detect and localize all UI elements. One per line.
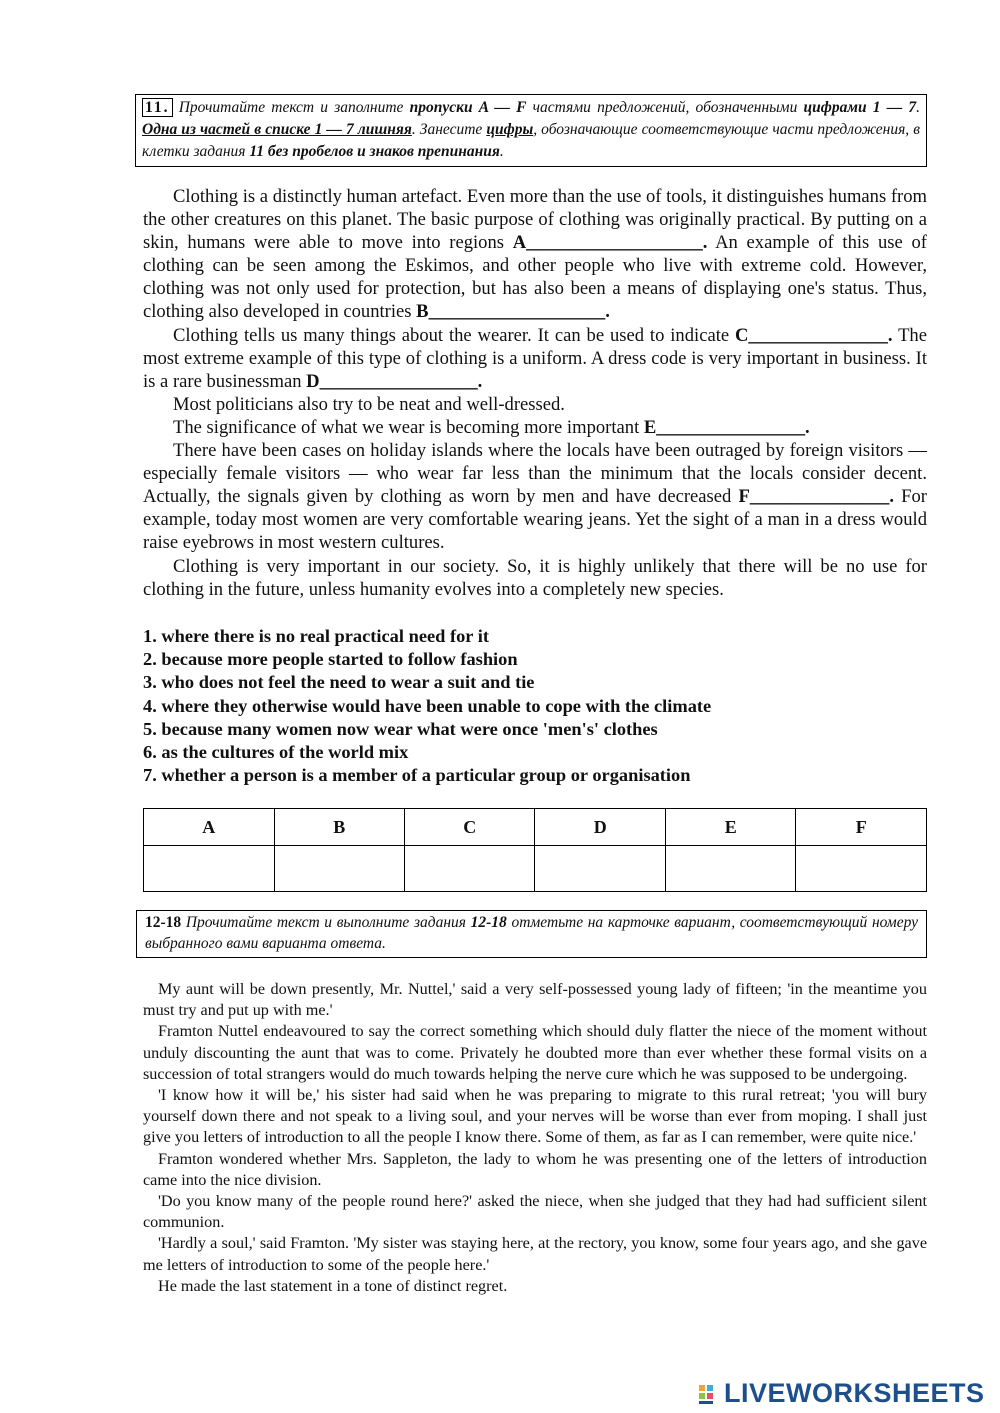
- gap-e[interactable]: E________________.: [643, 416, 810, 438]
- reading-text-2: [143, 979, 927, 1297]
- instruction-text: , обозначающие соответствующие части предложения, в клетки задания: [142, 121, 920, 160]
- paragraph: Clothing tells us many things about the wearer. It can be used to indicate C_______________. The most extreme example of this type of clothing is a uniform. A dress code is very important in business. It is a rare businessman D_________________.: [143, 324, 927, 392]
- instruction-text: частями предложений, обозначенными: [526, 99, 804, 116]
- instruction-text: отметьте на карточке вариант, соответствующий номеру выбранного вами варианта ответа.: [145, 914, 918, 952]
- paragraph: Clothing is very important in our society. So, it is highly unlikely that there will be no use for clothing in the future, unless humanity evolves into a completely new species.: [143, 555, 927, 600]
- paragraph: He made the last statement in a tone of distinct regret.: [158, 1276, 508, 1295]
- reading-text-1: [143, 185, 927, 601]
- paragraph: The significance of what we wear is becoming more important E________________.: [173, 416, 810, 438]
- answer-header-d: D: [535, 809, 666, 846]
- paragraph: Framton wondered whether Mrs. Sappleton, the lady to whom he was presenting one of the letters of introduction came into the nice division.: [143, 1149, 927, 1189]
- answer-cell-a[interactable]: [144, 846, 275, 892]
- answer-header-f: F: [796, 809, 927, 846]
- gap-b[interactable]: B___________________.: [416, 301, 610, 323]
- answer-cell-c[interactable]: [404, 846, 535, 892]
- option-item: 4. where they otherwise would have been unable to cope with the climate: [143, 695, 712, 716]
- option-item: 2. because more people started to follow fashion: [143, 649, 518, 670]
- option-item: 3. who does not feel the need to wear a suit and tie: [143, 672, 535, 693]
- instruction-underlined: цифры: [486, 121, 534, 138]
- option-item: 1. where there is no real practical need for it: [143, 626, 489, 646]
- option-item: 7. whether a person is a member of a particular group or organisation: [143, 765, 691, 786]
- instruction-bold: цифрами 1 — 7: [803, 99, 917, 116]
- task-number: 12-18: [145, 914, 182, 931]
- liveworksheets-logo: [698, 1378, 985, 1409]
- answer-header-e: E: [665, 809, 795, 846]
- paragraph: 'I know how it will be,' his sister had said when he was preparing to migrate to this rural retreat; 'you will bury yourself down there and not speak to a living soul, and your nerves will be worse than ever from moping. I shall just give you letters of introduction to all the people I know there. Some of them, as far as I can remember, were quite nice.': [143, 1086, 927, 1147]
- answer-table: [143, 808, 927, 892]
- task-11-instruction: [135, 94, 927, 167]
- gap-c[interactable]: C_______________.: [735, 324, 893, 346]
- answer-header-c: C: [404, 809, 535, 846]
- instruction-underlined: Одна из частей в списке 1 — 7 лишняя: [142, 121, 412, 138]
- answer-table-header-row: [144, 809, 927, 846]
- paragraph: There have been cases on holiday islands where the locals have been outraged by foreign visitors — especially female visitors — who wear far less than the minimum that the locals consider decent. Actually, the signals given by clothing as worn by men and have decreased F_______________. For example, today most women are very comfortable wearing jeans. Yet the sight of a man in a dress would raise eyebrows in most western cultures.: [143, 440, 927, 554]
- answer-cell-e[interactable]: [665, 846, 795, 892]
- gap-f[interactable]: F_______________.: [738, 486, 894, 508]
- paragraph: Clothing is a distinctly human artefact. Even more than the use of tools, it distinguishes humans from the other creatures on this planet. The basic purpose of clothing was originally practical. By putting on a skin, humans were able to move into regions A___________________. An example of this use of clothing can be seen among the Eskimos, and other people who live with extreme cold. However, clothing was not only used for protection, but has also been a means of displaying one's status. Thus, clothing also developed in countries B___________________.: [143, 186, 927, 323]
- answer-cell-f[interactable]: [796, 846, 927, 892]
- logo-text: LIVEWORKSHEETS: [724, 1378, 985, 1408]
- paragraph: Most politicians also try to be neat and well-dressed.: [173, 393, 565, 415]
- paragraph: My aunt will be down presently, Mr. Nuttel,' said a very self-possessed young lady of fifteen; 'in the meantime you must try and put up with me.': [143, 980, 927, 1020]
- options-list: [143, 625, 933, 787]
- gap-d[interactable]: D_________________.: [306, 370, 483, 392]
- paragraph: Framton Nuttel endeavoured to say the correct something which should duly flatter the niece of the moment without unduly discounting the aunt that was to come. Privately he doubted more than ever whether these formal visits on a succession of total strangers would do much towards helping the nerve cure which he was supposed to be undergoing.: [143, 1022, 927, 1083]
- paragraph: 'Hardly a soul,' said Framton. 'My sister was staying here, at the rectory, you know, some four years ago, and she gave me letters of introduction to some of the people here.': [143, 1234, 927, 1274]
- paragraph: 'Do you know many of the people round here?' asked the niece, when she judged that they had had sufficient silent communion.: [143, 1192, 927, 1232]
- task-number: 11.: [142, 98, 173, 117]
- instruction-bold: 11 без пробелов и знаков препинания: [249, 143, 500, 160]
- instruction-text: Прочитайте текст и заполните: [178, 99, 410, 116]
- option-item: 5. because many women now wear what were once 'men's' clothes: [143, 718, 658, 739]
- gap-a[interactable]: A___________________.: [512, 232, 708, 254]
- answer-header-b: B: [274, 809, 404, 846]
- option-item: 6. as the cultures of the world mix: [143, 742, 409, 763]
- instruction-text: Прочитайте текст и выполните задания: [181, 914, 471, 931]
- answer-cell-b[interactable]: [274, 846, 404, 892]
- answer-table-input-row: [144, 846, 927, 892]
- instruction-text: .: [499, 143, 504, 160]
- instruction-bold: пропуски A — F: [409, 99, 527, 116]
- worksheet-icon: [698, 1382, 722, 1406]
- instruction-text: . Занесите: [411, 121, 487, 138]
- instruction-text: .: [916, 99, 920, 116]
- task-12-18-instruction: [136, 910, 927, 958]
- answer-header-a: A: [144, 809, 275, 846]
- task-number-inline: 12-18: [470, 914, 507, 931]
- answer-cell-d[interactable]: [535, 846, 666, 892]
